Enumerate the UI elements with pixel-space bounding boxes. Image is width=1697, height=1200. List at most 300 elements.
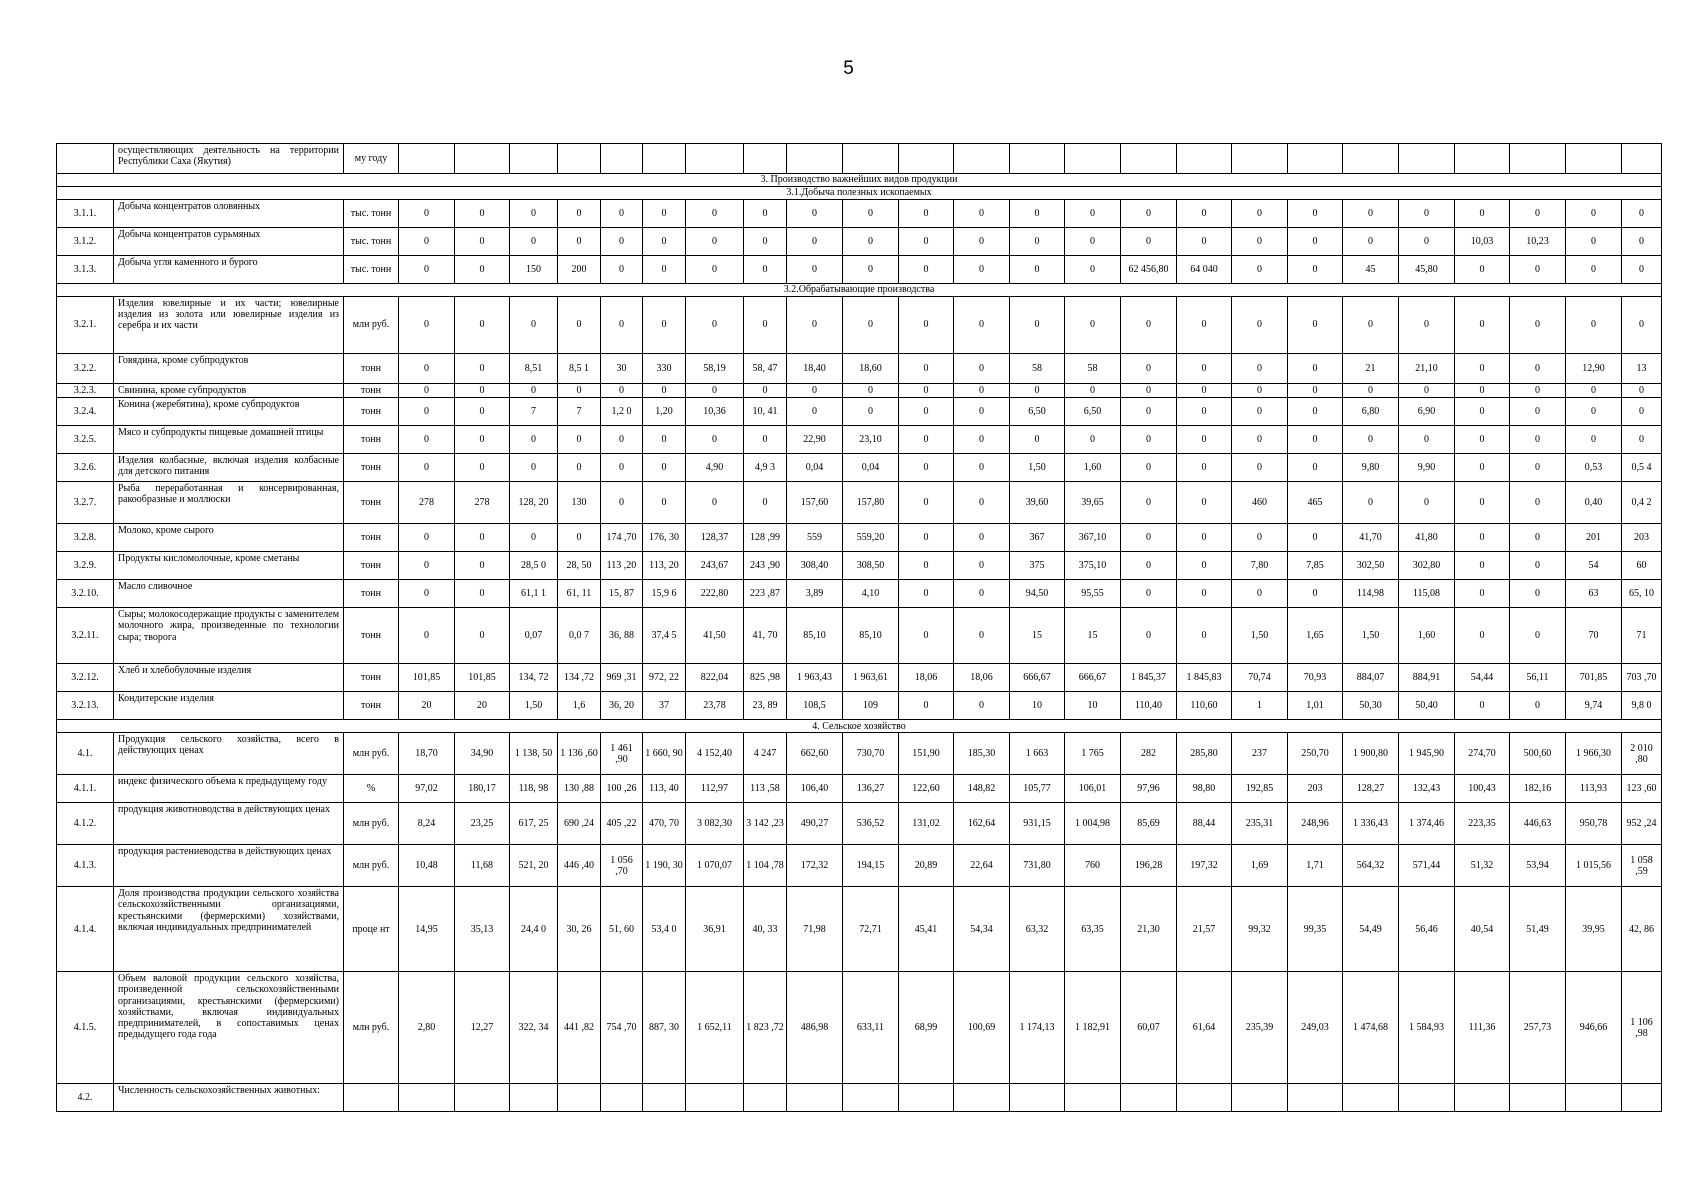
value-cell: 131,02 [899,803,954,845]
value-cell: 0 [1288,228,1343,256]
unit-cell: му году [344,144,399,174]
value-cell [744,1084,787,1112]
value-cell: 200 [558,256,601,284]
value-cell: 0 [686,256,744,284]
value-cell: 822,04 [686,664,744,692]
value-cell: 1 461 ,90 [601,733,643,775]
value-cell: 0 [558,200,601,228]
value-cell: 0 [744,297,787,354]
value-cell: 0 [954,552,1010,580]
value-cell [510,1084,558,1112]
unit-cell: тыс. тонн [344,228,399,256]
value-cell: 15 [1065,608,1121,664]
value-cell: 94,50 [1010,580,1065,608]
value-cell: 0 [744,200,787,228]
value-cell: 61,1 1 [510,580,558,608]
value-cell: 0 [1177,608,1232,664]
value-cell: 884,07 [1343,664,1399,692]
value-cell: 1,50 [1343,608,1399,664]
value-cell: 0 [1232,524,1288,552]
value-cell [399,1084,455,1112]
value-cell: 114,98 [1343,580,1399,608]
value-cell: 0 [1121,482,1177,524]
value-cell: 15 [1010,608,1065,664]
row-code: 3.2.5. [57,426,114,454]
value-cell: 0 [1510,384,1566,398]
value-cell: 7 [510,398,558,426]
value-cell: 182,16 [1510,775,1566,803]
value-cell: 194,15 [843,845,899,887]
value-cell: 0 [510,297,558,354]
value-cell: 0 [510,228,558,256]
value-cell: 0 [686,384,744,398]
value-cell: 0 [1510,354,1566,384]
value-cell: 0 [601,482,643,524]
value-cell: 118, 98 [510,775,558,803]
value-cell [1288,144,1343,174]
value-cell [744,144,787,174]
value-cell: 0 [899,297,954,354]
value-cell: 196,28 [1121,845,1177,887]
value-cell: 0 [954,256,1010,284]
value-cell: 0 [1288,384,1343,398]
value-cell: 0 [1121,426,1177,454]
value-cell [1232,144,1288,174]
indicator-name: Свинина, кроме субпродуктов [114,384,344,398]
value-cell: 128, 20 [510,482,558,524]
indicator-name: Добыча угля каменного и бурого [114,256,344,284]
value-cell: 51, 60 [601,887,643,972]
value-cell: 0 [744,228,787,256]
value-cell: 952 ,24 [1622,803,1662,845]
value-cell [1343,1084,1399,1112]
value-cell: 237 [1232,733,1288,775]
value-cell: 0 [899,256,954,284]
value-cell: 20,89 [899,845,954,887]
value-cell: 0 [899,426,954,454]
value-cell: 1,60 [1065,454,1121,482]
value-cell: 61, 11 [558,580,601,608]
value-cell: 0 [954,384,1010,398]
value-cell: 1 660, 90 [643,733,686,775]
value-cell: 1 663 [1010,733,1065,775]
value-cell: 100,43 [1455,775,1510,803]
value-cell: 0 [899,524,954,552]
value-cell [686,144,744,174]
value-cell: 197,32 [1177,845,1232,887]
value-cell: 0 [1343,384,1399,398]
value-cell: 0 [843,228,899,256]
value-cell: 1 174,13 [1010,972,1065,1084]
value-cell: 60 [1622,552,1662,580]
value-cell: 0 [510,524,558,552]
value-cell: 0 [1288,426,1343,454]
value-cell: 8,24 [399,803,455,845]
value-cell [1566,144,1622,174]
value-cell: 0 [601,297,643,354]
value-cell: 0 [1622,426,1662,454]
value-cell: 0 [601,384,643,398]
value-cell: 617, 25 [510,803,558,845]
row-code: 3.2.12. [57,664,114,692]
value-cell: 10,48 [399,845,455,887]
value-cell: 157,80 [843,482,899,524]
value-cell: 0 [601,256,643,284]
indicator-name: Добыча концентратов оловянных [114,200,344,228]
value-cell: 249,03 [1288,972,1343,1084]
value-cell: 64 040 [1177,256,1232,284]
value-cell: 63 [1566,580,1622,608]
value-cell: 0 [1566,398,1622,426]
value-cell: 754 ,70 [601,972,643,1084]
row-code: 3.2.11. [57,608,114,664]
value-cell: 972, 22 [643,664,686,692]
value-cell: 0 [1121,354,1177,384]
value-cell [558,1084,601,1112]
value-cell: 0 [1288,580,1343,608]
value-cell: 223 ,87 [744,580,787,608]
value-cell: 0 [558,426,601,454]
value-cell: 0 [1177,384,1232,398]
row-code: 3.1.3. [57,256,114,284]
value-cell: 180,17 [455,775,510,803]
value-cell [1121,1084,1177,1112]
value-cell: 0 [1622,384,1662,398]
value-cell [558,144,601,174]
value-cell: 0 [1288,200,1343,228]
section-title: 3.2.Обрабатывающие производства [57,284,1662,297]
value-cell: 1 070,07 [686,845,744,887]
value-cell: 0 [601,228,643,256]
value-cell: 21,10 [1399,354,1455,384]
value-cell: 0 [1010,297,1065,354]
value-cell: 56,46 [1399,887,1455,972]
value-cell: 730,70 [843,733,899,775]
unit-cell: млн руб. [344,972,399,1084]
value-cell: 0 [510,426,558,454]
value-cell: 0 [399,228,455,256]
value-cell: 0 [954,228,1010,256]
value-cell: 223,35 [1455,803,1510,845]
value-cell: 0 [1399,200,1455,228]
value-cell: 367 [1010,524,1065,552]
indicator-name: Мясо и субпродукты пищевые домашней птицы [114,426,344,454]
value-cell: 0 [1177,398,1232,426]
value-cell: 0 [899,354,954,384]
value-cell [1065,144,1121,174]
table-row [57,845,1662,887]
value-cell: 21 [1343,354,1399,384]
value-cell: 148,82 [954,775,1010,803]
value-cell: 99,35 [1288,887,1343,972]
value-cell: 564,32 [1343,845,1399,887]
value-cell: 0 [399,256,455,284]
row-code: 4.2. [57,1084,114,1112]
value-cell: 0 [1566,256,1622,284]
value-cell: 0 [1010,426,1065,454]
value-cell: 946,66 [1566,972,1622,1084]
value-cell: 0 [899,398,954,426]
value-cell: 106,01 [1065,775,1121,803]
value-cell: 0 [1399,297,1455,354]
value-cell: 0 [1232,580,1288,608]
value-cell: 1,50 [1010,454,1065,482]
value-cell: 0 [558,228,601,256]
indicator-name: Продукты кисломолочные, кроме сметаны [114,552,344,580]
value-cell: 0 [1177,482,1232,524]
value-cell: 45,41 [899,887,954,972]
unit-cell: тонн [344,482,399,524]
value-cell [787,144,843,174]
value-cell: 54 [1566,552,1622,580]
value-cell: 0 [1510,256,1566,284]
table-row [57,454,1662,482]
value-cell: 15, 87 [601,580,643,608]
value-cell: 243 ,90 [744,552,787,580]
value-cell: 99,32 [1232,887,1288,972]
value-cell: 0 [510,454,558,482]
value-cell [1288,1084,1343,1112]
value-cell [843,144,899,174]
value-cell: 0 [1510,426,1566,454]
value-cell: 243,67 [686,552,744,580]
value-cell: 1 136 ,60 [558,733,601,775]
indicator-name: Продукция сельского хозяйства, всего в действующих ценах [114,733,344,775]
row-code: 4.1.5. [57,972,114,1084]
value-cell: 61,64 [1177,972,1232,1084]
table-row [57,384,1662,398]
value-cell: 1 138, 50 [510,733,558,775]
value-cell: 470, 70 [643,803,686,845]
value-cell: 1,2 0 [601,398,643,426]
value-cell: 0 [1232,354,1288,384]
value-cell: 0 [643,454,686,482]
value-cell: 1,65 [1288,608,1343,664]
value-cell [1121,144,1177,174]
value-cell: 0 [399,524,455,552]
value-cell: 0 [399,608,455,664]
value-cell: 0 [455,354,510,384]
value-cell: 110,60 [1177,692,1232,720]
value-cell: 0 [1121,454,1177,482]
section-header-row [57,187,1662,200]
indicator-name: Молоко, кроме сырого [114,524,344,552]
value-cell: 113 ,20 [601,552,643,580]
value-cell: 105,77 [1010,775,1065,803]
value-cell: 113,93 [1566,775,1622,803]
value-cell: 308,50 [843,552,899,580]
value-cell: 0 [744,384,787,398]
value-cell: 23,78 [686,692,744,720]
indicator-name: Добыча концентратов сурьмяных [114,228,344,256]
value-cell: 88,44 [1177,803,1232,845]
row-code: 4.1.4. [57,887,114,972]
value-cell: 0 [1232,384,1288,398]
table-row [57,887,1662,972]
value-cell: 50,30 [1343,692,1399,720]
value-cell: 0 [787,228,843,256]
value-cell: 0 [1510,552,1566,580]
value-cell: 39,65 [1065,482,1121,524]
value-cell: 23, 89 [744,692,787,720]
value-cell: 0 [954,297,1010,354]
value-cell: 0 [1177,228,1232,256]
table-row [57,144,1662,174]
value-cell: 128 ,99 [744,524,787,552]
value-cell: 2,80 [399,972,455,1084]
value-cell: 18,60 [843,354,899,384]
value-cell: 0 [1177,454,1232,482]
value-cell: 18,40 [787,354,843,384]
value-cell: 0 [455,297,510,354]
value-cell: 0 [1566,426,1622,454]
value-cell: 0 [686,297,744,354]
value-cell: 0 [686,482,744,524]
value-cell: 0 [1343,482,1399,524]
section-header-row [57,720,1662,733]
value-cell: 112,97 [686,775,744,803]
table-row [57,803,1662,845]
value-cell: 760 [1065,845,1121,887]
value-cell: 0 [1343,426,1399,454]
value-cell: 36,91 [686,887,744,972]
section-title: 3. Производство важнейших видов продукции [57,174,1662,187]
value-cell: 6,50 [1065,398,1121,426]
value-cell: 70 [1566,608,1622,664]
value-cell: 0 [954,398,1010,426]
value-cell: 12,27 [455,972,510,1084]
value-cell: 486,98 [787,972,843,1084]
indicator-name: Говядина, кроме субпродуктов [114,354,344,384]
value-cell: 128,27 [1343,775,1399,803]
value-cell: 0 [455,524,510,552]
value-cell: 521, 20 [510,845,558,887]
value-cell: 39,60 [1010,482,1065,524]
value-cell: 0,04 [843,454,899,482]
unit-cell: тонн [344,454,399,482]
unit-cell: тонн [344,580,399,608]
value-cell: 41,80 [1399,524,1455,552]
value-cell: 0 [399,398,455,426]
value-cell: 201 [1566,524,1622,552]
value-cell [954,144,1010,174]
value-cell: 150 [510,256,558,284]
value-cell: 0 [1121,608,1177,664]
value-cell: 0 [399,384,455,398]
value-cell [899,144,954,174]
value-cell: 1 [1232,692,1288,720]
value-cell: 666,67 [1010,664,1065,692]
table-row [57,524,1662,552]
value-cell: 0 [1455,297,1510,354]
value-cell: 0 [558,454,601,482]
value-cell: 0 [455,256,510,284]
value-cell: 235,39 [1232,972,1288,1084]
value-cell: 0 [1065,384,1121,398]
value-cell: 0 [1177,580,1232,608]
value-cell: 662,60 [787,733,843,775]
value-cell: 51,49 [1510,887,1566,972]
value-cell: 10,36 [686,398,744,426]
value-cell: 0 [399,297,455,354]
indicator-name: продукция растениеводства в действующих ценах [114,845,344,887]
value-cell: 0 [1455,384,1510,398]
value-cell: 441 ,82 [558,972,601,1084]
value-cell: 24,4 0 [510,887,558,972]
value-cell: 10,03 [1455,228,1510,256]
value-cell: 8,5 1 [558,354,601,384]
table-row [57,552,1662,580]
table-row [57,482,1662,524]
value-cell [843,1084,899,1112]
value-cell: 731,80 [1010,845,1065,887]
value-cell: 1 182,91 [1065,972,1121,1084]
value-cell: 0 [455,580,510,608]
indicator-name: Хлеб и хлебобулочные изделия [114,664,344,692]
section-header-row [57,284,1662,297]
value-cell: 6,50 [1010,398,1065,426]
value-cell: 330 [643,354,686,384]
value-cell: 4,10 [843,580,899,608]
table-row [57,972,1662,1084]
value-cell: 0 [954,426,1010,454]
value-cell: 40,54 [1455,887,1510,972]
value-cell: 465 [1288,482,1343,524]
value-cell: 559,20 [843,524,899,552]
value-cell: 1 900,80 [1343,733,1399,775]
value-cell: 0 [1510,200,1566,228]
value-cell: 1 374,46 [1399,803,1455,845]
table-row [57,608,1662,664]
value-cell: 22,64 [954,845,1010,887]
indicator-name: Численность сельскохозяйственных животных: [114,1084,344,1112]
value-cell: 115,08 [1399,580,1455,608]
value-cell: 446,63 [1510,803,1566,845]
unit-cell: тонн [344,524,399,552]
value-cell: 157,60 [787,482,843,524]
value-cell: 0 [558,384,601,398]
value-cell: 0 [787,256,843,284]
value-cell: 0 [1455,200,1510,228]
indicator-name: Масло сливочное [114,580,344,608]
value-cell: 0 [643,384,686,398]
value-cell: 10,23 [1510,228,1566,256]
value-cell: 571,44 [1399,845,1455,887]
value-cell: 0 [1232,297,1288,354]
value-cell: 1 963,43 [787,664,843,692]
table-body [57,144,1662,1112]
value-cell: 666,67 [1065,664,1121,692]
value-cell: 887, 30 [643,972,686,1084]
value-cell: 633,11 [843,972,899,1084]
value-cell: 192,85 [1232,775,1288,803]
value-cell: 185,30 [954,733,1010,775]
indicator-name: индекс физического объема к предыдущему году [114,775,344,803]
value-cell: 0 [1399,228,1455,256]
value-cell: 100,69 [954,972,1010,1084]
value-cell: 0 [455,552,510,580]
value-cell: 70,93 [1288,664,1343,692]
value-cell: 0 [1232,228,1288,256]
section-header-row [57,174,1662,187]
value-cell: 70,74 [1232,664,1288,692]
value-cell: 1 845,83 [1177,664,1232,692]
value-cell: 98,80 [1177,775,1232,803]
value-cell: 0 [1455,580,1510,608]
unit-cell [344,1084,399,1112]
value-cell: 0 [1065,228,1121,256]
value-cell: 1 336,43 [1343,803,1399,845]
